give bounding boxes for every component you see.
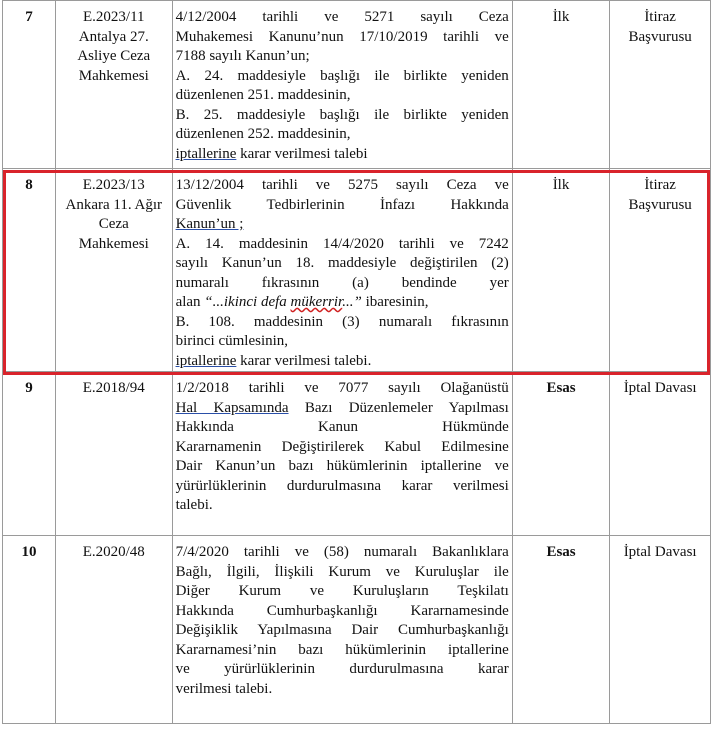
- type-cell: Esas: [512, 536, 610, 724]
- description-cell: 1/2/2018 tarihli ve 7077 sayılı Olağanüstü Hal Kapsamında Bazı Düzenlemeler Yapılması Hakkında Kanun Hükmünde Kararnamenin Değiştirilerek Kabul Edilmesine Dair Kanun’un bazı hükümlerinin iptallerine ve yürürlüklerinin durdurulmasına karar verilmesi talebi.: [172, 372, 512, 536]
- description-cell: 4/12/2004 tarihli ve 5271 sayılı Ceza Muhakemesi Kanunu’nun 17/10/2019 tarihli ve 7188 sayılı Kanun’un; A. 24. maddesiyle başlığı ile birlikte yeniden düzenlenen 251. maddesinin, B. 25. maddesiyle başlığı ile birlikte yeniden düzenlenen 252. maddesinin, iptallerine karar verilmesi talebi: [172, 1, 512, 169]
- cases-table: [2, 0, 711, 724]
- request-cell: İtiraz Başvurusu: [610, 169, 711, 372]
- file-cell: E.2018/94: [55, 372, 172, 536]
- type-cell: İlk: [512, 1, 610, 169]
- request-cell: İptal Davası: [610, 536, 711, 724]
- request-cell: İptal Davası: [610, 372, 711, 536]
- type-cell: Esas: [512, 372, 610, 536]
- file-cell: E.2023/13 Ankara 11. Ağır Ceza Mahkemesi: [55, 169, 172, 372]
- table-row: [3, 372, 711, 536]
- description-cell: 13/12/2004 tarihli ve 5275 sayılı Ceza ve Güvenlik Tedbirlerinin İnfazı Hakkında Kanun’un ; A. 14. maddesinin 14/4/2020 tarihli ve 7242 sayılı Kanun’un 18. maddesiyle değiştirilen (2) numaralı fıkrasının (a) bendinde yer alan “...ikinci defa mükerrir...” ibaresinin, B. 108. maddesinin (3) numaralı fıkrasının birinci cümlesinin, iptallerine karar verilmesi talebi.: [172, 169, 512, 372]
- row-number: 7: [3, 1, 56, 169]
- table-row-highlighted: [3, 169, 711, 372]
- table-row: [3, 536, 711, 724]
- type-cell: İlk: [512, 169, 610, 372]
- request-cell: İtiraz Başvurusu: [610, 1, 711, 169]
- row-number: 10: [3, 536, 56, 724]
- file-cell: E.2023/11 Antalya 27. Asliye Ceza Mahkemesi: [55, 1, 172, 169]
- description-cell: 7/4/2020 tarihli ve (58) numaralı Bakanlıklara Bağlı, İlgili, İlişkili Kurum ve Kuruluşlar ile Diğer Kurum ve Kuruluşların Teşkilatı Hakkında Cumhurbaşkanlığı Kararnamesinde Değişiklik Yapılmasına Dair Cumhurbaşkanlığı Kararnamesi’nin bazı hükümlerinin iptallerine ve yürürlüklerinin durdurulmasına karar verilmesi talebi.: [172, 536, 512, 724]
- file-cell: E.2020/48: [55, 536, 172, 724]
- row-number: 8: [3, 169, 56, 372]
- row-number: 9: [3, 372, 56, 536]
- table-row: [3, 1, 711, 169]
